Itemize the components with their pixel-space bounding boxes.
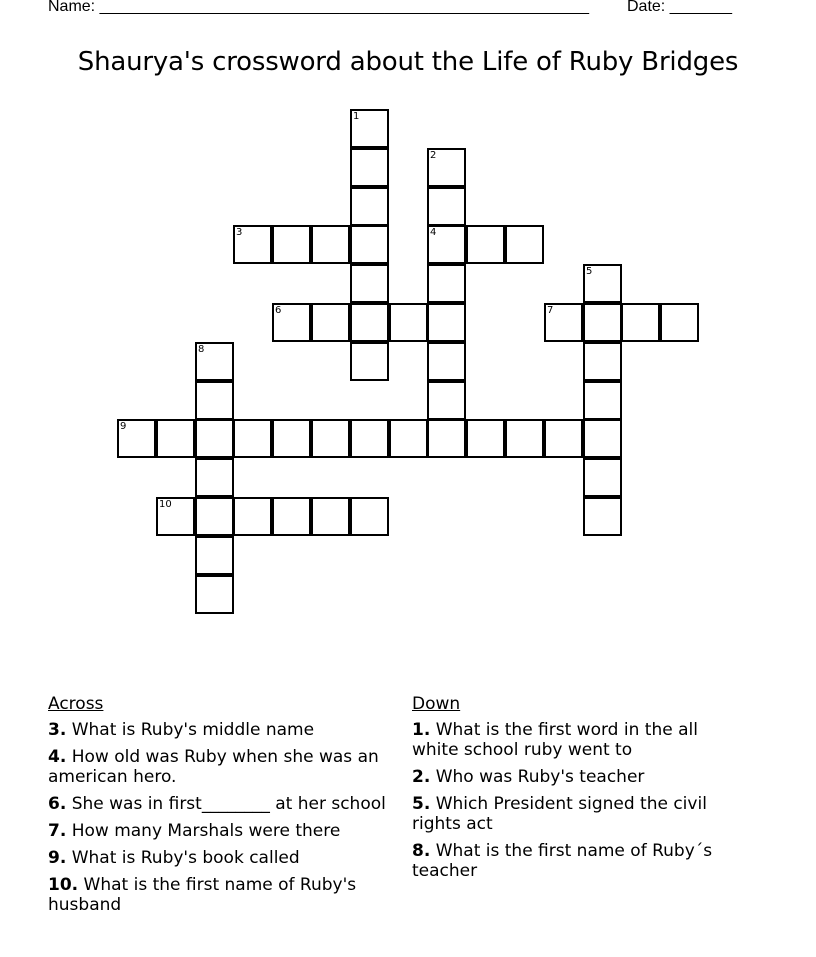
grid-cell[interactable] bbox=[272, 419, 311, 458]
grid-cell[interactable] bbox=[233, 497, 272, 536]
cell-number: 10 bbox=[159, 499, 172, 510]
down-clues bbox=[412, 694, 742, 888]
across-clue: 6. She was in first________ at her school bbox=[48, 794, 386, 814]
grid-cell[interactable] bbox=[195, 497, 234, 536]
across-clue: 10. What is the first name of Ruby's husband bbox=[48, 875, 357, 915]
grid-cell[interactable] bbox=[311, 225, 350, 264]
down-clue: 8. What is the first name of Ruby´s teacher bbox=[412, 841, 713, 881]
grid-cell[interactable] bbox=[311, 419, 350, 458]
down-clue: 1. What is the first word in the all white school ruby went to bbox=[412, 720, 698, 760]
across-clue: 4. How old was Ruby when she was an american hero. bbox=[48, 747, 379, 787]
down-clue: 5. Which President signed the civil rights act bbox=[412, 794, 707, 834]
grid-cell[interactable] bbox=[350, 419, 389, 458]
grid-cell[interactable] bbox=[350, 303, 389, 342]
grid-cell[interactable] bbox=[350, 225, 389, 264]
grid-cell[interactable] bbox=[350, 342, 389, 381]
across-clues bbox=[48, 694, 388, 922]
across-clue: 7. How many Marshals were there bbox=[48, 821, 341, 841]
date-field-label: Date: _______ bbox=[627, 0, 732, 15]
grid-cell[interactable] bbox=[389, 419, 428, 458]
grid-cell[interactable] bbox=[117, 419, 156, 458]
cell-number: 6 bbox=[275, 305, 282, 316]
grid-cell[interactable] bbox=[660, 303, 699, 342]
grid-cell[interactable] bbox=[427, 303, 466, 342]
grid-cell[interactable] bbox=[583, 342, 622, 381]
grid-cell[interactable] bbox=[583, 419, 622, 458]
down-heading: Down bbox=[412, 694, 461, 714]
grid-cell[interactable] bbox=[389, 303, 428, 342]
grid-cell[interactable] bbox=[195, 342, 234, 381]
grid-cell[interactable] bbox=[466, 419, 505, 458]
cell-number: 5 bbox=[586, 266, 593, 277]
grid-cell[interactable] bbox=[350, 497, 389, 536]
grid-cell[interactable] bbox=[505, 419, 544, 458]
grid-cell[interactable] bbox=[544, 303, 583, 342]
grid-cell[interactable] bbox=[272, 303, 311, 342]
grid-cell[interactable] bbox=[544, 419, 583, 458]
grid-cell[interactable] bbox=[427, 225, 466, 264]
across-heading: Across bbox=[48, 694, 104, 714]
cell-number: 7 bbox=[547, 305, 554, 316]
grid-cell[interactable] bbox=[466, 225, 505, 264]
grid-cell[interactable] bbox=[233, 419, 272, 458]
grid-cell[interactable] bbox=[350, 264, 389, 303]
grid-cell[interactable] bbox=[621, 303, 660, 342]
grid-cell[interactable] bbox=[195, 575, 234, 614]
cell-number: 9 bbox=[120, 421, 127, 432]
cell-number: 4 bbox=[430, 227, 437, 238]
grid-cell[interactable] bbox=[350, 109, 389, 148]
grid-cell[interactable] bbox=[427, 264, 466, 303]
grid-cell[interactable] bbox=[350, 187, 389, 226]
cell-number: 1 bbox=[353, 111, 360, 122]
grid-cell[interactable] bbox=[427, 187, 466, 226]
grid-cell[interactable] bbox=[233, 225, 272, 264]
cell-number: 2 bbox=[430, 150, 437, 161]
grid-cell[interactable] bbox=[272, 225, 311, 264]
grid-cell[interactable] bbox=[195, 458, 234, 497]
grid-cell[interactable] bbox=[583, 303, 622, 342]
grid-cell[interactable] bbox=[583, 497, 622, 536]
name-field-label: Name: _______________________________________________________ bbox=[48, 0, 589, 15]
grid-cell[interactable] bbox=[311, 497, 350, 536]
grid-cell[interactable] bbox=[156, 497, 195, 536]
across-clue: 3. What is Ruby's middle name bbox=[48, 720, 315, 740]
across-clue: 9. What is Ruby's book called bbox=[48, 848, 300, 868]
grid-cell[interactable] bbox=[427, 148, 466, 187]
down-clue: 2. Who was Ruby's teacher bbox=[412, 767, 645, 787]
cell-number: 8 bbox=[198, 344, 205, 355]
grid-cell[interactable] bbox=[195, 381, 234, 420]
grid-cell[interactable] bbox=[505, 225, 544, 264]
grid-cell[interactable] bbox=[583, 458, 622, 497]
grid-cell[interactable] bbox=[427, 342, 466, 381]
cell-number: 3 bbox=[236, 227, 243, 238]
grid-cell[interactable] bbox=[350, 148, 389, 187]
grid-cell[interactable] bbox=[427, 381, 466, 420]
page-title: Shaurya's crossword about the Life of Ruby Bridges bbox=[77, 47, 739, 77]
grid-cell[interactable] bbox=[195, 536, 234, 575]
grid-cell[interactable] bbox=[583, 381, 622, 420]
grid-cell[interactable] bbox=[583, 264, 622, 303]
grid-cell[interactable] bbox=[427, 419, 466, 458]
grid-cell[interactable] bbox=[311, 303, 350, 342]
grid-cell[interactable] bbox=[156, 419, 195, 458]
grid-cell[interactable] bbox=[272, 497, 311, 536]
grid-cell[interactable] bbox=[195, 419, 234, 458]
